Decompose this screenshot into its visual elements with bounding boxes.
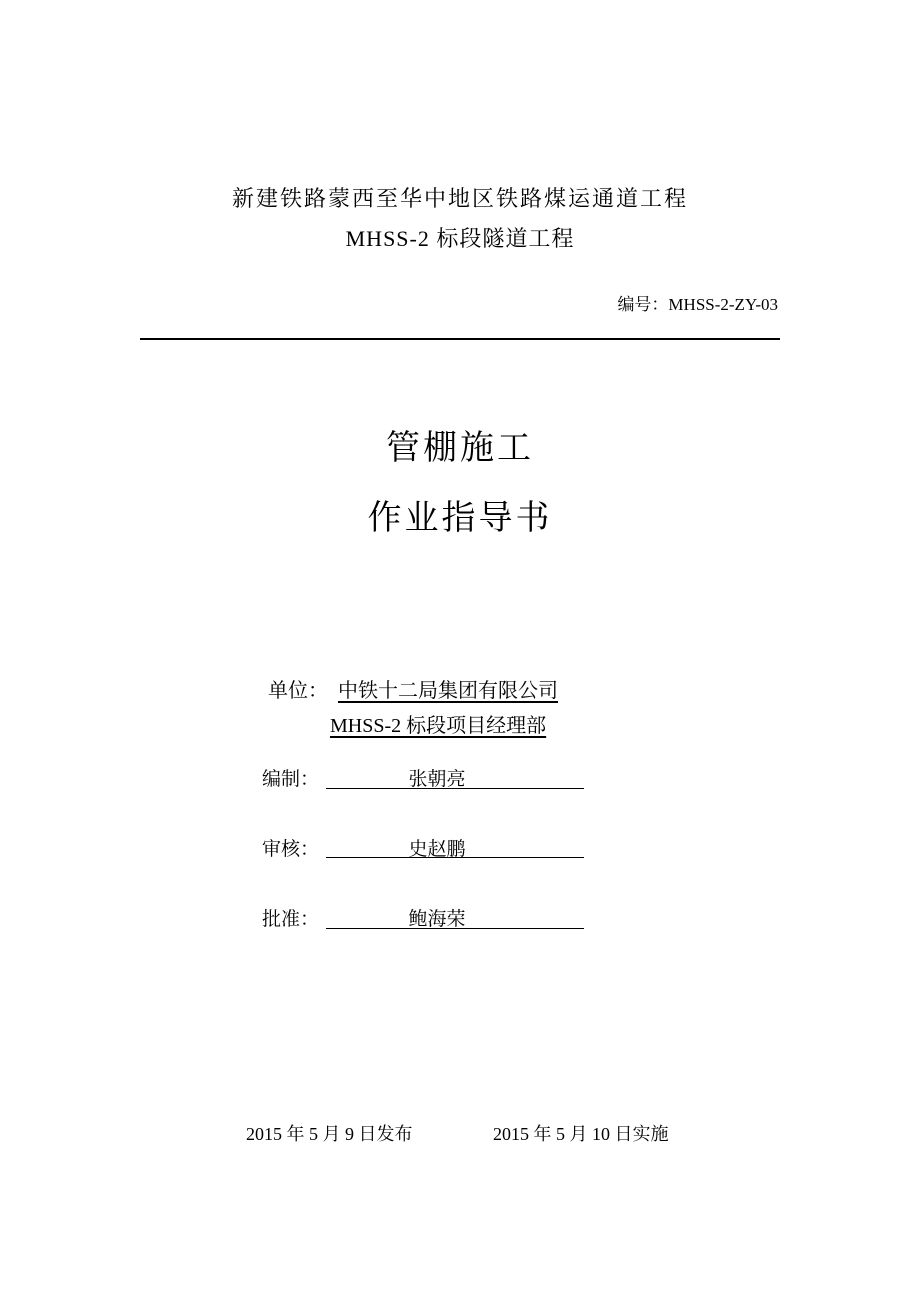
approved-by-label: 批准： [262, 908, 320, 930]
document-title-line2: 作业指导书 [367, 498, 553, 538]
project-title-line2: MHSS-2 标段隧道工程 [345, 226, 575, 251]
document-number: 编号：MHSS-2-ZY-03 [617, 295, 778, 314]
compiled-by-underline [326, 788, 584, 789]
unit-name-line1: 中铁十二局集团有限公司 [338, 680, 558, 702]
approved-by-name: 鲍海荣 [408, 909, 466, 930]
publish-date: 2015 年 5 月 9 日发布 [246, 1124, 413, 1144]
compiled-by-label: 编制： [262, 768, 320, 790]
document-title-line1: 管棚施工 [386, 428, 534, 468]
reviewed-by-label: 审核： [262, 838, 320, 860]
effective-date: 2015 年 5 月 10 日实施 [493, 1124, 669, 1144]
header-divider [140, 338, 780, 340]
project-title-line1: 新建铁路蒙西至华中地区铁路煤运通道工程 [231, 187, 688, 212]
unit-label: 单位： [268, 678, 328, 702]
compiled-by-name: 张朝亮 [408, 769, 466, 790]
unit-name-line2: MHSS-2 标段项目经理部 [330, 715, 547, 737]
approved-by-underline [326, 928, 584, 929]
reviewed-by-name: 史赵鹏 [408, 839, 466, 860]
reviewed-by-underline [326, 857, 584, 858]
